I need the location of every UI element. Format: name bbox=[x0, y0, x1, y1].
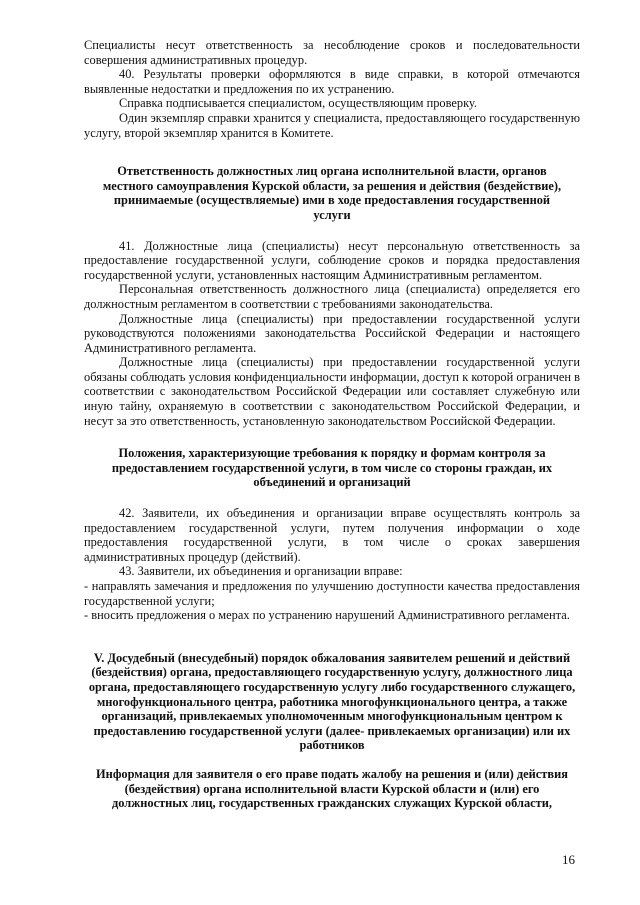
paragraph: 43. Заявители, их объединения и организации вправе: bbox=[119, 564, 403, 579]
section-heading: Ответственность должностных лиц органа исполнительной власти, органов местного самоуправления Курской области, за решения и действия (бездействие), принимаемые (осуществляемые) ими в ходе предоставления государственной услуги bbox=[102, 164, 562, 222]
paragraph: Специалисты несут ответственность за несоблюдение сроков и последовательности совершения административных процедур. bbox=[84, 38, 580, 67]
page-number: 16 bbox=[562, 852, 575, 867]
chapter-heading: V. Досудебный (внесудебный) порядок обжалования заявителем решений и действий (бездействия) органа, предоставляющего государственную услугу, должностного лица органа, предоставляющего государственную услугу либо государственного служащего, многофункционального центра, работника многофункционального центра, а также организаций, привлекаемых уполномоченным многофункциональным центром к предоставлению государственной услуги (далее- привлекаемых организации) или их работников bbox=[88, 650, 576, 753]
page-content bbox=[84, 38, 580, 811]
list-item: - направлять замечания и предложения по улучшению доступности качества предоставления государственной услуги; bbox=[84, 579, 580, 608]
section-heading: Положения, характеризующие требования к порядку и формам контроля за предоставлением государственной услуги, в том числе со стороны граждан, их объединений и организаций bbox=[111, 446, 553, 490]
paragraph: Должностные лица (специалисты) при предоставлении государственной услуги руководствуются положениями законодательства Российской Федерации и настоящего Административного регламента. bbox=[84, 311, 580, 355]
paragraph: 40. Результаты проверки оформляются в виде справки, в которой отмечаются выявленные недостатки и предложения по их устранению. bbox=[84, 67, 580, 96]
paragraph: Один экземпляр справки хранится у специалиста, предоставляющего государственную услугу, второй экземпляр хранится в Комитете. bbox=[84, 110, 580, 140]
paragraph: 41. Должностные лица (специалисты) несут персональную ответственность за предоставление государственной услуги, соблюдение сроков и порядка предоставления государственной услуги, установленных настоящим Административным регламентом. bbox=[84, 238, 580, 282]
paragraph: Справка подписывается специалистом, осуществляющим проверку. bbox=[119, 96, 477, 111]
list-item: - вносить предложения о мерах по устранению нарушений Административного регламента. bbox=[84, 608, 570, 623]
paragraph: Должностные лица (специалисты) при предоставлении государственной услуги обязаны соблюдать условия конфиденциальности информации, доступ к которой ограничен в соответствии с законодательством Российской Федерации или составляет служебную или иную тайну, охраняемую в соответствии с законодательством Российской Федерации, и несут за это ответственность, установленную законодательством Российской Федерации. bbox=[84, 355, 580, 428]
section-heading: Информация для заявителя о его праве подать жалобу на решения и (или) действия (бездействия) органа исполнительной власти Курской области и (или) его должностных лиц, государственных гражданских служащих Курской области, bbox=[96, 766, 568, 811]
paragraph: 42. Заявители, их объединения и организации вправе осуществлять контроль за предоставлением государственной услуги, путем получения информации о ходе предоставления государственной услуги, в том числе о сроках завершения административных процедур (действий). bbox=[84, 506, 580, 564]
paragraph: Персональная ответственность должностного лица (специалиста) определяется его должностным регламентом в соответствии с требованиями законодательства. bbox=[84, 282, 580, 311]
